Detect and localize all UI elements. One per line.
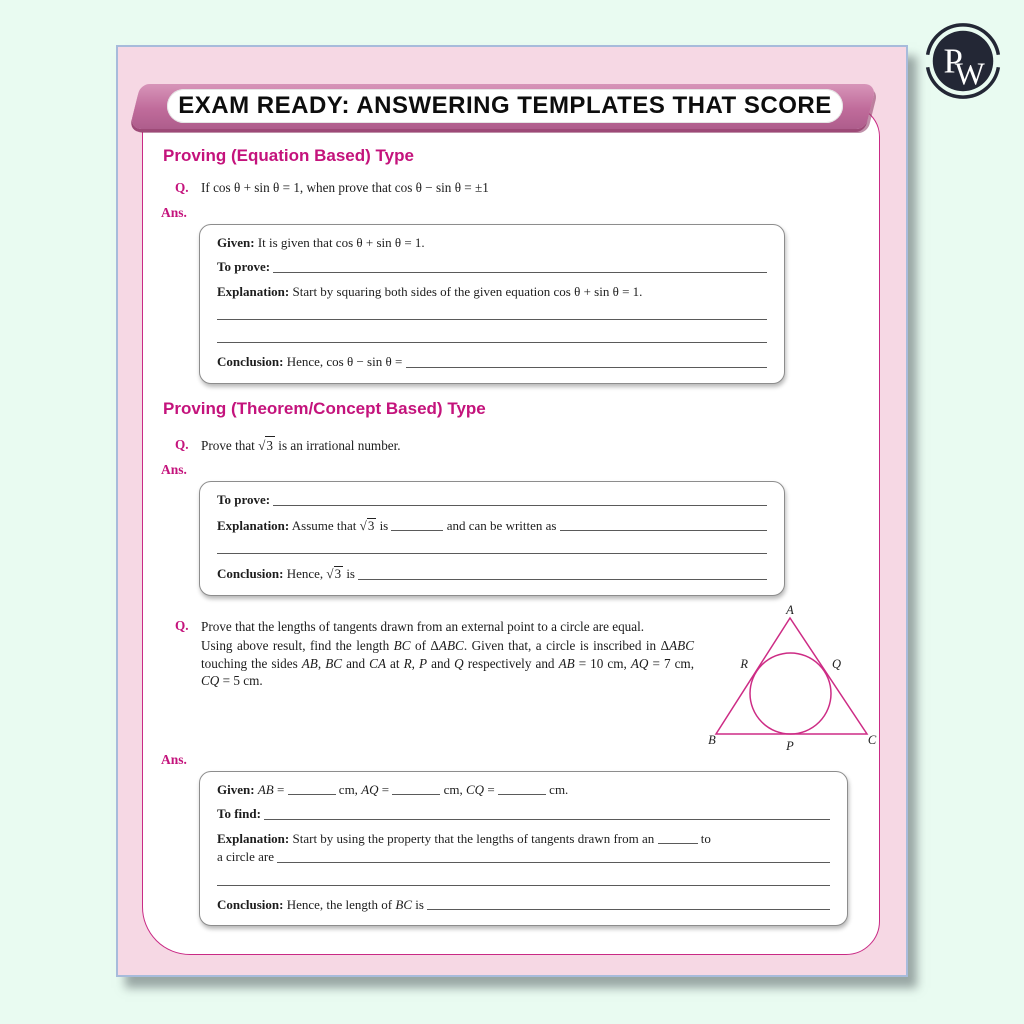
figure-label-p: P <box>786 738 794 753</box>
sqrt-expression: √ 3 <box>326 566 342 581</box>
math-variable: AB <box>558 655 575 671</box>
question-row <box>175 603 879 761</box>
answer-box-equation <box>199 224 785 384</box>
figure-label-b: B <box>708 732 716 747</box>
text-segment: is an irrational number. <box>274 437 401 453</box>
text-segment: at <box>386 655 404 671</box>
pw-logo <box>922 20 1004 107</box>
question-label: Q. <box>175 436 189 452</box>
text-segment: cm, <box>335 781 362 797</box>
fill-in-blank <box>358 569 767 580</box>
text-segment: , <box>317 655 326 671</box>
text-segment: of Δ <box>410 638 439 653</box>
text-segment: cm, <box>440 781 467 797</box>
question-text <box>201 618 694 690</box>
text-segment: Prove that the lengths of tangents drawn from an external point to a circle are equal. <box>201 618 645 634</box>
sqrt-expression: √ 3 <box>258 437 273 453</box>
answer-label: Ans. <box>161 204 187 220</box>
field-label: To prove: <box>217 259 271 274</box>
box-line <box>217 355 767 370</box>
field-label: Given: <box>217 781 255 797</box>
text-segment: touching the sides <box>201 655 302 671</box>
field-label: Explanation: <box>217 517 290 533</box>
fill-in-blank <box>273 495 767 506</box>
fill-in-blank <box>277 852 830 863</box>
text-segment: cm. <box>545 781 569 797</box>
math-variable: BC <box>325 655 343 671</box>
math-variable: ABC <box>669 638 695 653</box>
title-banner <box>135 84 871 129</box>
fill-in-blank <box>217 543 767 554</box>
text-segment: Hence, <box>283 566 327 581</box>
fill-in-blank <box>560 520 767 531</box>
fill-in-blank <box>264 809 830 820</box>
text-segment: and can be written as <box>443 517 560 533</box>
box-line <box>217 260 767 275</box>
box-line <box>217 875 830 888</box>
text-segment: . Given that, a circle is inscribed in Δ <box>463 638 670 653</box>
text-segment: is <box>376 517 392 533</box>
question-text <box>201 436 401 455</box>
field-label: To find: <box>217 806 261 821</box>
box-line <box>217 783 830 798</box>
box-line <box>217 566 767 582</box>
answer-box-irrational <box>199 481 785 596</box>
sqrt-expression: √ 3 <box>359 517 375 533</box>
question-label: Q. <box>175 617 189 633</box>
box-line <box>217 807 830 822</box>
math-variable: BC <box>395 896 412 912</box>
worksheet-page <box>116 45 908 977</box>
text-segment: = <box>273 781 288 797</box>
math-variable: ABC <box>438 638 464 653</box>
text-segment: Start by using the property that the lengths of tangents drawn from an <box>289 830 658 846</box>
fill-in-blank <box>392 784 440 795</box>
box-line <box>217 309 767 322</box>
fill-in-blank <box>273 262 767 273</box>
field-label: To prove: <box>217 492 271 507</box>
question-text <box>201 179 489 197</box>
answer-label: Ans. <box>161 462 187 477</box>
fill-in-blank <box>288 784 336 795</box>
text-segment: Hence, the length of <box>283 896 396 912</box>
field-label: Conclusion: <box>217 566 284 581</box>
section-heading-equation: Proving (Equation Based) Type <box>163 146 414 165</box>
math-variable: Q <box>454 655 464 671</box>
box-line <box>217 236 767 251</box>
box-line <box>217 285 767 300</box>
question-paragraph <box>201 618 694 636</box>
fill-in-blank <box>427 899 830 910</box>
math-variable: AQ <box>361 781 379 797</box>
text-segment: and <box>427 655 455 671</box>
text-segment: and <box>342 655 370 671</box>
box-line <box>217 332 767 345</box>
math-variable: CQ <box>201 673 220 688</box>
text-segment: Using above result, find the length <box>201 638 394 653</box>
text-segment: It is given that cos θ + sin θ = 1. <box>254 234 425 250</box>
box-line <box>217 518 767 534</box>
section-heading-theorem: Proving (Theorem/Concept Based) Type <box>163 398 486 418</box>
field-label: Given: <box>217 234 255 250</box>
figure-label-r: R <box>740 656 748 671</box>
figure-triangle <box>716 618 867 734</box>
logo-letter-w: W <box>954 56 985 92</box>
fill-in-blank <box>217 309 767 320</box>
box-line <box>217 850 830 865</box>
math-variable: AQ <box>630 655 649 671</box>
fill-in-blank <box>406 357 767 368</box>
text-segment: = 10 cm, <box>574 655 631 671</box>
math-variable: CQ <box>466 781 485 797</box>
text-segment: Prove that <box>201 437 259 453</box>
figure-label-q: Q <box>832 656 842 671</box>
math-variable: P <box>419 655 428 671</box>
answer-box-tangents <box>199 771 848 927</box>
text-segment: a circle are <box>217 849 278 864</box>
page-title: EXAM READY: ANSWERING TEMPLATES THAT SCORE <box>178 92 832 119</box>
text-segment: to <box>697 830 711 846</box>
question-paragraph <box>201 637 694 690</box>
text-segment: Hence, cos θ − sin θ = <box>283 354 406 369</box>
text-segment: = <box>484 781 498 797</box>
fill-in-blank <box>217 875 830 886</box>
content-panel <box>142 92 880 955</box>
box-line <box>217 543 767 556</box>
fill-in-blank <box>217 332 767 343</box>
field-label: Conclusion: <box>217 354 284 369</box>
logo-letter-p: P <box>943 41 963 81</box>
figure-incircle <box>750 653 831 734</box>
box-line <box>217 832 830 847</box>
question-row <box>175 179 879 197</box>
answer-label: Ans. <box>161 751 187 767</box>
text-segment: Assume that <box>289 517 360 533</box>
fill-in-blank <box>498 784 546 795</box>
text-segment: is <box>412 896 428 912</box>
banner-plate <box>167 89 843 123</box>
text-segment: = 7 cm, <box>648 655 694 671</box>
text-segment: , <box>411 655 419 671</box>
box-line <box>217 493 767 508</box>
math-variable: R <box>403 655 412 671</box>
figure-label-c: C <box>867 732 877 747</box>
text-segment: respectively and <box>463 655 559 671</box>
text-segment: If cos θ + sin θ = 1, when prove that cos θ − sin θ = ±1 <box>201 180 489 195</box>
text-segment: = 5 cm. <box>219 673 263 688</box>
question-label: Q. <box>175 180 189 195</box>
fill-in-blank <box>658 833 698 844</box>
fill-in-blank <box>391 520 443 531</box>
geometry-figure <box>704 604 879 761</box>
figure-label-a: A <box>786 603 794 617</box>
text-segment: = <box>378 781 393 797</box>
math-variable: CA <box>369 655 387 671</box>
math-variable: BC <box>393 638 411 653</box>
field-label: Explanation: <box>217 830 290 846</box>
math-variable: AB <box>301 655 318 671</box>
question-row <box>175 436 879 455</box>
field-label: Conclusion: <box>217 896 284 912</box>
text-segment: is <box>343 566 359 581</box>
field-label: Explanation: <box>217 283 290 299</box>
math-variable: AB <box>257 781 274 797</box>
text-segment: Start by squaring both sides of the given equation cos θ + sin θ = 1. <box>289 283 643 299</box>
box-line <box>217 898 830 913</box>
